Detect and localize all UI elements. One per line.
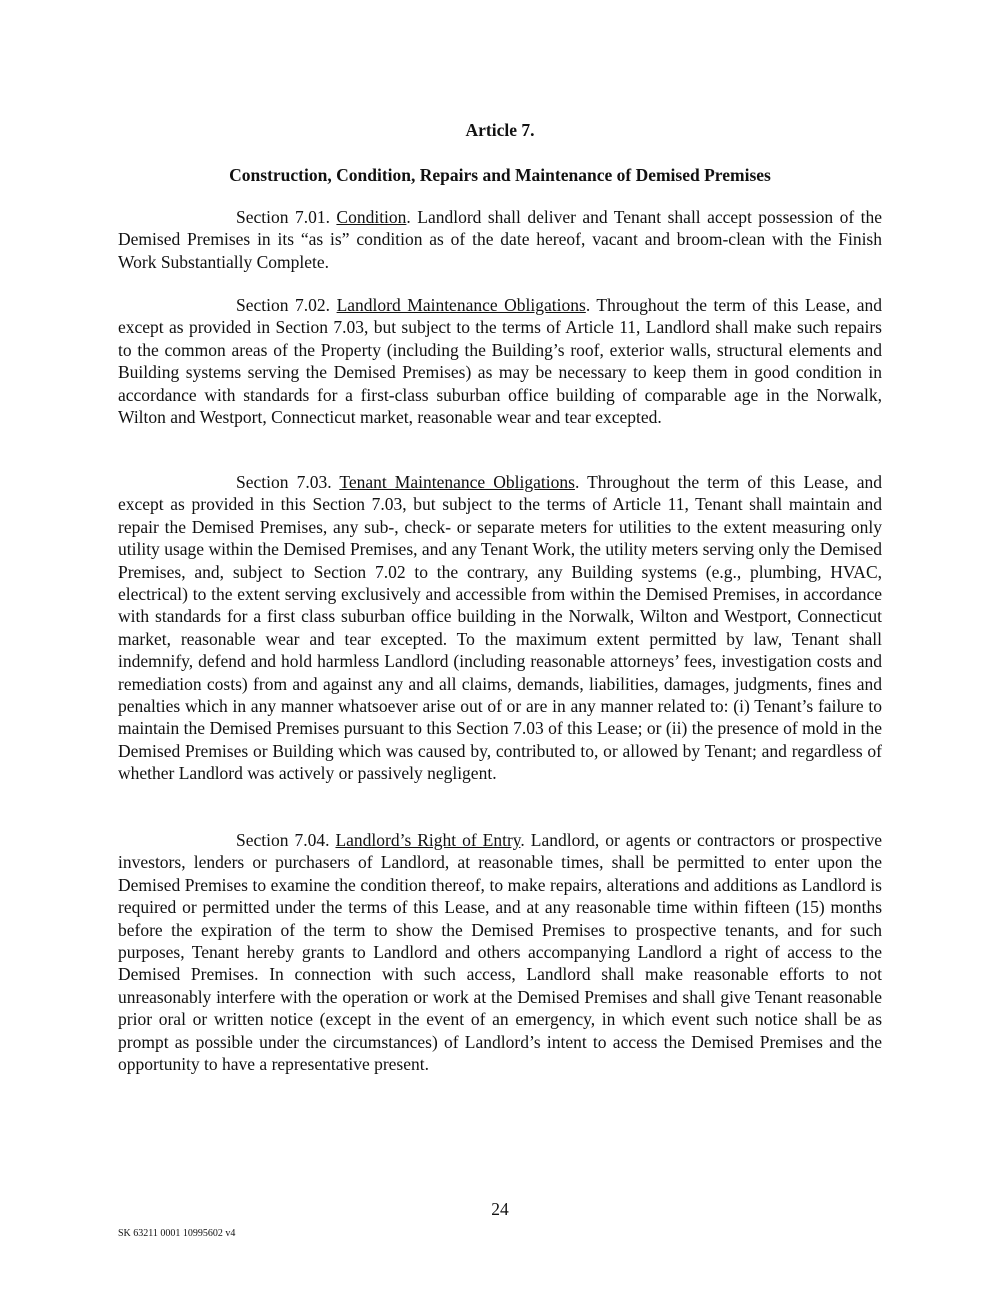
- section-number: Section 7.03.: [236, 472, 332, 492]
- article-number: Article 7.: [465, 120, 535, 140]
- section-7-03: [118, 471, 882, 785]
- section-title: Landlord Maintenance Obligations: [336, 295, 586, 315]
- section-body: . Throughout the term of this Lease, and except as provided in Section 7.03, but subject to the terms of Article 11, Landlord shall make such repairs to the common areas of the Property (including the Building’s roof, exterior walls, structural elements and Building systems serving the Demised Premises) as may be necessary to keep them in good condition in accordance with standards for a first-class suburban office building of comparable age in the Norwalk, Wilton and Westport, Connecticut market, reasonable wear and tear excepted.: [118, 295, 882, 428]
- section-7-01: [118, 206, 882, 273]
- section-body: . Throughout the term of this Lease, and except as provided in this Section 7.03, but subject to the terms of Article 11, Tenant shall maintain and repair the Demised Premises, any sub-, check- or separate meters for utilities to the extent measuring only utility usage within the Demised Premises, and any Tenant Work, the utility meters serving only the Demised Premises, and, subject to Section 7.02 to the contrary, any Building systems (e.g., plumbing, HVAC, electrical) to the extent serving exclusively and accessible from within the Demised Premises, in accordance with standards for a first class suburban office building in the Norwalk, Wilton and Westport, Connecticut market, reasonable wear and tear excepted. To the maximum extent permitted by law, Tenant shall indemnify, defend and hold harmless Landlord (including reasonable attorneys’ fees, investigation costs and remediation costs) from and against any and all claims, demands, liabilities, damages, judgments, fines and penalties which in any manner whatsoever arise out of or are in any manner related to: (i) Tenant’s failure to maintain the Demised Premises pursuant to this Section 7.03 of this Lease; or (ii) the presence of mold in the Demised Premises or Building which was caused by, contributed to, or allowed by Tenant; and regardless of whether Landlord was actively or passively negligent.: [118, 472, 882, 784]
- document-id: SK 63211 0001 10995602 v4: [118, 1228, 236, 1239]
- section-body: . Landlord, or agents or contractors or prospective investors, lenders or purchasers of Landlord, at reasonable times, shall be permitted to enter upon the Demised Premises to examine the condition thereof, to make repairs, alterations and additions as Landlord is required or permitted under the terms of this Lease, and at any reasonable time within fifteen (15) months before the expiration of the term to show the Demised Premises to prospective tenants, and for such purposes, Tenant hereby grants to Landlord and others accompanying Landlord a right of access to the Demised Premises. In connection with such access, Landlord shall make reasonable efforts to not unreasonably interfere with the operation or work at the Demised Premises and shall give Tenant reasonable prior oral or written notice (except in the event of an emergency, in which event such notice shall be as prompt as possible under the circumstances) of Landlord’s intent to access the Demised Premises and the opportunity to have a representative present.: [118, 830, 882, 1075]
- section-title: Condition: [336, 207, 407, 227]
- section-number: Section 7.01.: [236, 207, 330, 227]
- section-title: Tenant Maintenance Obligations: [339, 472, 575, 492]
- section-title: Landlord’s Right of Entry: [335, 830, 521, 850]
- section-7-04: [118, 829, 882, 1075]
- section-number: Section 7.02.: [236, 295, 331, 315]
- section-number: Section 7.04.: [236, 830, 330, 850]
- section-7-02: [118, 294, 882, 428]
- article-title: Construction, Condition, Repairs and Maintenance of Demised Premises: [229, 165, 771, 185]
- page-number: 24: [491, 1199, 509, 1219]
- section-body: . Landlord shall deliver and Tenant shall accept possession of the Demised Premises in its “as is” condition as of the date hereof, vacant and broom-clean with the Finish Work Substantially Complete.: [118, 207, 882, 272]
